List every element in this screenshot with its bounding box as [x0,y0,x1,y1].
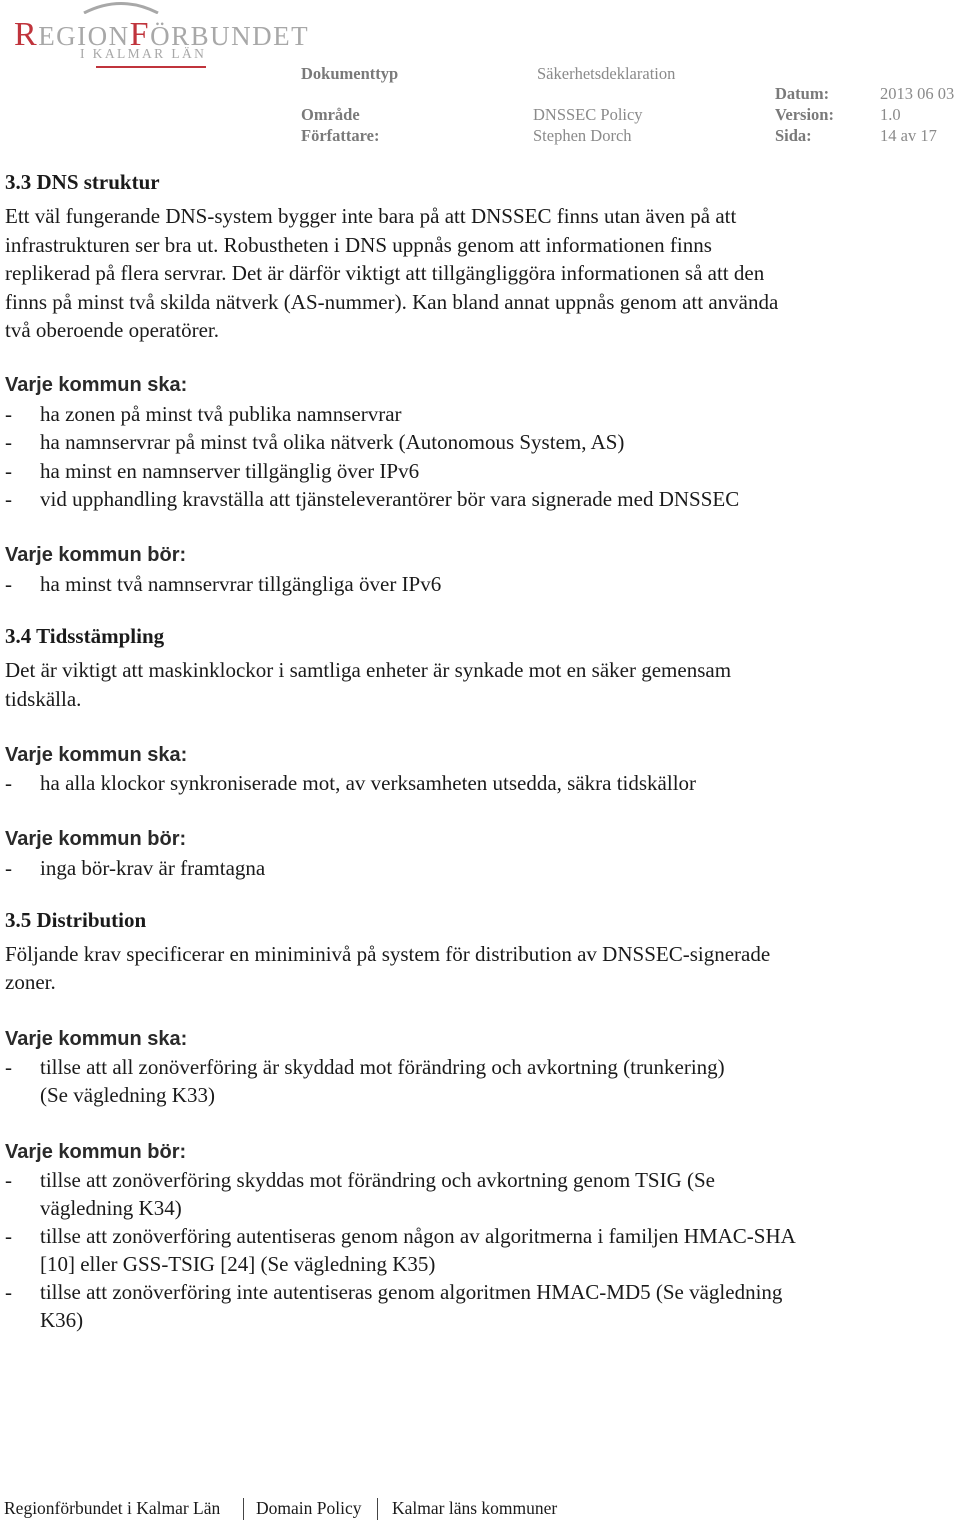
doc-type-label: Dokumenttyp [301,64,399,83]
list-bullet: - [5,1224,12,1248]
footer-organisation: Regionförbundet i Kalmar Län [4,1498,221,1518]
shall-heading: Varje kommun ska: [5,1028,188,1050]
list-bullet: - [5,487,12,511]
paragraph-line: Följande krav specificerar en miniminivå på system för distribution av DNSSEC-signerade [5,942,771,966]
section-heading-3-4: 3.4 Tidsstämpling [5,624,165,648]
date-value: 2013 06 03 [880,84,955,103]
organisation-logo [12,0,310,82]
list-item: tillse att zonöverföring autentiseras genom någon av algoritmerna i familjen HMAC-SHA [40,1224,796,1248]
paragraph-line: replikerad på flera servrar. Det är därför viktigt att tillgängliggöra informationen så att den [5,261,765,285]
should-heading: Varje kommun bör: [5,1141,187,1163]
list-bullet: - [5,459,12,483]
author-label: Författare: [301,126,380,145]
list-item-continuation: K36) [40,1308,84,1332]
list-bullet: - [5,430,12,454]
list-bullet: - [5,1055,12,1079]
paragraph-line: Ett väl fungerande DNS-system bygger inte bara på att DNSSEC finns utan även på att [5,204,737,228]
page-number: 14 av 17 [880,126,937,145]
paragraph-line: finns på minst två skilda nätverk (AS-nummer). Kan bland annat uppnås genom att använda [5,290,779,314]
should-heading: Varje kommun bör: [5,828,187,850]
area-value: DNSSEC Policy [533,105,643,124]
list-item-continuation: (Se vägledning K33) [40,1083,215,1107]
list-item: ha minst en namnserver tillgänglig över IPv6 [40,459,420,483]
list-bullet: - [5,771,12,795]
list-bullet: - [5,402,12,426]
shall-heading: Varje kommun ska: [5,374,188,396]
list-item: ha alla klockor synkroniserade mot, av verksamheten utsedda, säkra tidskällor [40,771,697,795]
list-item: vid upphandling kravställa att tjänsteleverantörer bör vara signerade med DNSSEC [40,487,740,511]
shall-heading: Varje kommun ska: [5,744,188,766]
list-bullet: - [5,1280,12,1304]
list-item-continuation: [10] eller GSS-TSIG [24] (Se vägledning K35) [40,1252,436,1276]
date-label: Datum: [775,84,830,103]
section-heading-3-3: 3.3 DNS struktur [5,170,160,194]
doc-type-value: Säkerhetsdeklaration [537,64,676,83]
list-bullet: - [5,572,12,596]
list-item: tillse att zonöverföring skyddas mot förändring och avkortning genom TSIG (Se [40,1168,715,1192]
list-item: inga bör-krav är framtagna [40,856,266,880]
logo-wordmark: REGIONFÖRBUNDET [14,16,310,53]
list-item: ha minst två namnservrar tillgängliga över IPv6 [40,572,442,596]
list-item: ha zonen på minst två publika namnservrar [40,402,402,426]
paragraph-line: Det är viktigt att maskinklockor i samtliga enheter är synkade mot en säker gemensam [5,658,732,682]
list-item-continuation: vägledning K34) [40,1196,182,1220]
author-value: Stephen Dorch [533,126,632,145]
should-heading: Varje kommun bör: [5,544,187,566]
footer-separator [243,1498,244,1520]
paragraph-line: tidskälla. [5,687,82,711]
section-heading-3-5: 3.5 Distribution [5,908,147,932]
version-label: Version: [775,105,834,124]
paragraph-line: två oberoende operatörer. [5,318,219,342]
list-bullet: - [5,856,12,880]
list-item: tillse att zonöverföring inte autentiseras genom algoritmen HMAC-MD5 (Se vägledning [40,1280,783,1304]
logo-emblem-icon [82,0,160,14]
logo-rule [96,66,206,68]
footer-document: Domain Policy [256,1498,362,1518]
paragraph-line: infrastrukturen ser bra ut. Robustheten i DNS uppnås genom att informationen finns [5,233,712,257]
area-label: Område [301,105,360,124]
page-label: Sida: [775,126,812,145]
list-item: ha namnservrar på minst två olika nätverk (Autonomous System, AS) [40,430,625,454]
version-value: 1.0 [880,105,901,124]
footer-audience: Kalmar läns kommuner [392,1498,558,1518]
list-bullet: - [5,1168,12,1192]
list-item: tillse att all zonöverföring är skyddad mot förändring och avkortning (trunkering) [40,1055,725,1079]
logo-subtitle: I KALMAR LÄN [80,46,207,61]
footer-separator [377,1498,378,1520]
paragraph-line: zoner. [5,970,56,994]
